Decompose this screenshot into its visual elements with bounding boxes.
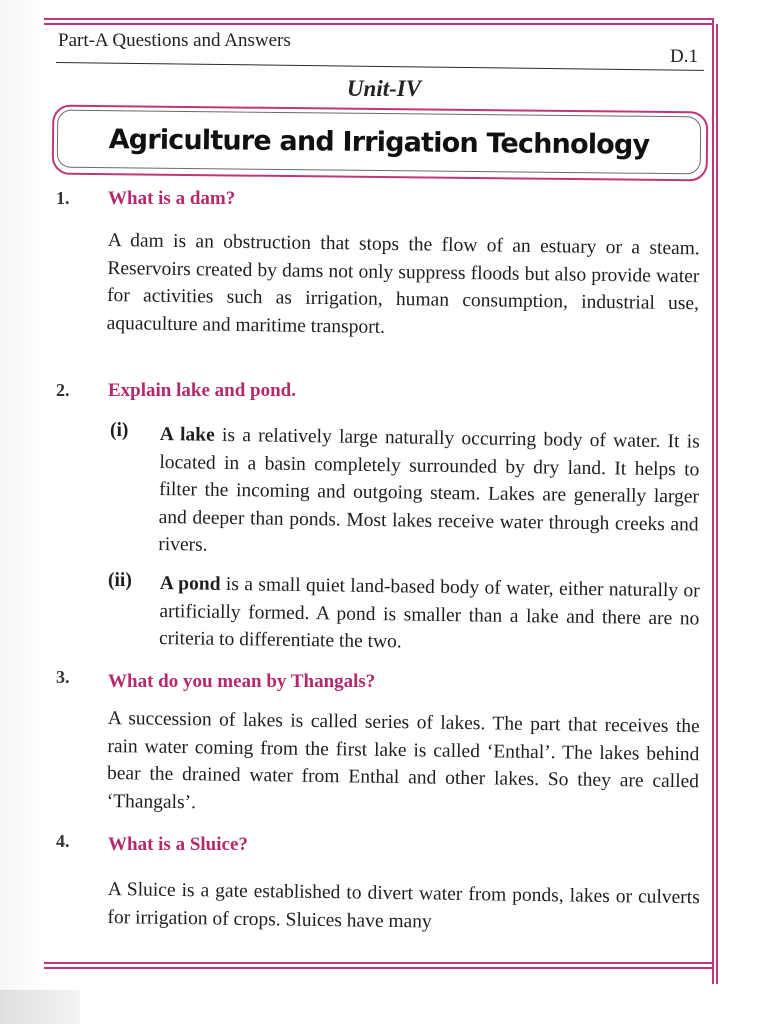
header-underline [56,62,704,71]
sub-item-paragraph [158,421,700,566]
page-gutter-shadow [0,0,44,1024]
question-heading: What is a Sluice? [108,834,248,855]
sub-item-paragraph [159,570,700,660]
question-number: 1. [56,188,70,208]
answer-paragraph: A dam is an obstruction that stops the flow of an estuary or a steam. Reservoirs created by dams not only suppress floods but also provide water for activities such as irrigation, human consumption, industrial use, aquaculture and maritime transport. [106,229,700,338]
answer-paragraph: A Sluice is a gate established to divert water from ponds, lakes or culverts for irrigation of crops. Sluices have many [107,878,700,933]
sub-item-term: A pond [159,572,221,595]
sub-item-label: (i) [110,420,129,441]
answer-paragraph: A succession of lakes is called series of lakes. The part that receives the rain water coming from the first lake is called ‘Enthal’. The lakes behind bear the drained water from Enthal and other lakes. So they are called ‘Thangals’. [106,707,700,813]
running-header: Part-A Questions and Answers [58,30,291,51]
chapter-title: Agriculture and Irrigation Technology [108,123,650,161]
right-border-line-2 [716,24,718,984]
question-number: 3. [56,667,70,687]
page-corner-shadow [0,990,80,1024]
page-number: D.1 [670,46,698,67]
bottom-border-line-2 [44,967,714,969]
right-border-line [712,18,714,984]
sub-item-text: is a small quiet land-based body of water, either naturally or artificially formed. A pond is smaller than a lake and there are no criteria to differentiate the two. [158,573,700,653]
question-heading: Explain lake and pond. [108,380,296,401]
question-number: 2. [56,380,70,400]
question-heading: What is a dam? [108,188,236,209]
chapter-banner [57,110,702,175]
top-border-line-2 [44,23,712,25]
unit-title: Unit-IV [346,76,422,101]
sub-item-term: A lake [159,423,215,446]
question-number: 4. [56,831,70,851]
sub-item-label: (ii) [108,570,132,591]
bottom-border-line [44,962,714,964]
question-heading: What do you mean by Thangals? [108,671,376,692]
sub-item-text: is a relatively large naturally occurring body of water. It is located in a basin completely surrounded by dry land. It helps to filter the incoming and outgoing steam. Lakes are generally larger and deeper than ponds. Most lakes receive water through creeks and rivers. [158,424,700,556]
top-border-line [44,18,712,20]
